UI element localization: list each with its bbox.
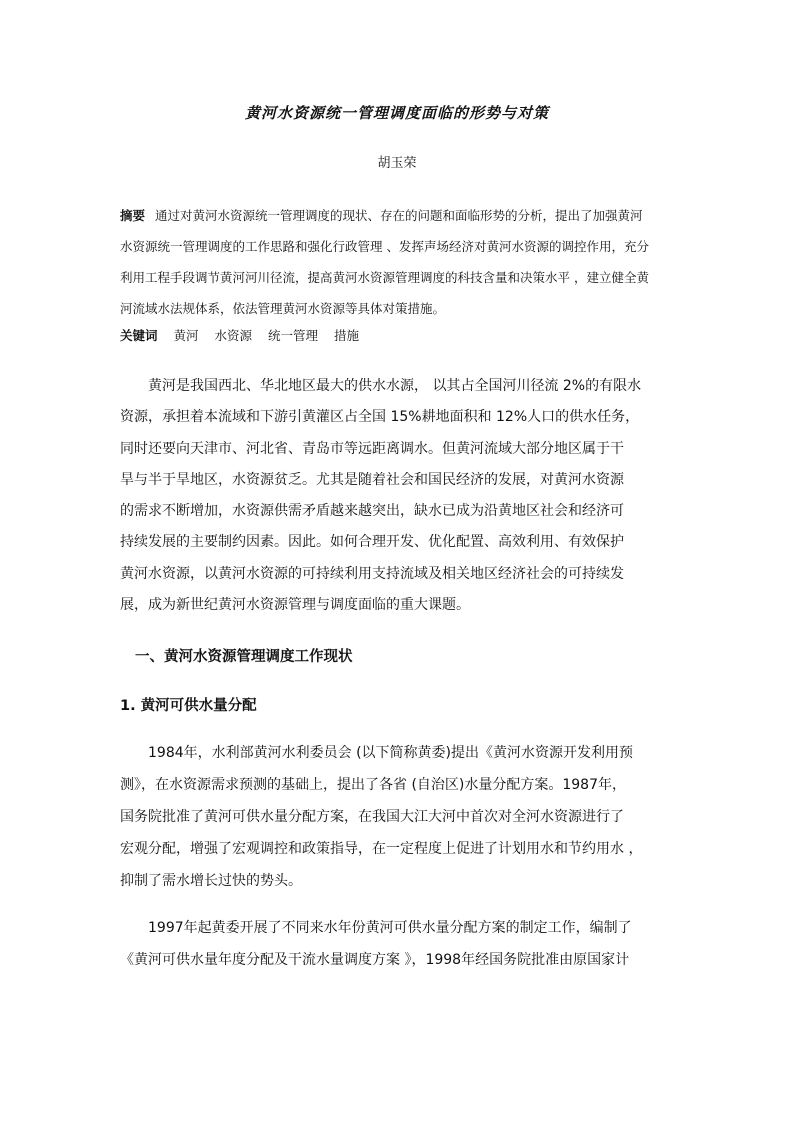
subsection-heading: 1. 黄河可供水量分配 — [120, 698, 257, 714]
abstract — [120, 200, 680, 324]
abstract-line: 河流域水法规体系，依法管理黄河水资源等具体对策措施。 — [120, 301, 446, 316]
paragraph-line: 测》，在水资源需求预测的基础上，提出了各省 (自治区)水量分配方案。1987年， — [120, 777, 627, 793]
paragraph-line: 持续发展的主要制约因素。因此。如何合理开发、优化配置、高效利用、有效保护 — [120, 534, 624, 551]
paragraph-line: 国务院批准了黄河可供水量分配方案，在我国大江大河中首次对全河水资源进行了 — [120, 809, 624, 825]
keyword: 措施 — [334, 328, 360, 343]
paragraph-line: 1984年，水利部黄河水利委员会 (以下简称黄委)提出《黄河水资源开发利用预 — [120, 745, 634, 761]
section-heading: 一、黄河水资源管理调度工作现状 — [135, 649, 353, 665]
keywords — [120, 326, 371, 344]
paragraph-line: 黄河是我国西北、华北地区最大的供水水源， 以其占全国河川径流 2%的有限水 — [120, 378, 642, 394]
paragraph-line: 抑制了需水增长过快的势头。 — [120, 873, 302, 889]
keywords-label: 关键词 — [120, 328, 158, 343]
paragraph-line: 1997年起黄委开展了不同来水年份黄河可供水量分配方案的制定工作，编制了 — [120, 920, 632, 936]
paragraph-line: 黄河水资源，以黄河水资源的可持续利用支持流域及相关地区经济社会的可持续发 — [120, 565, 624, 582]
abstract-line — [120, 200, 680, 231]
body-paragraph — [120, 737, 680, 897]
keyword: 统一管理 — [268, 328, 319, 343]
paragraph-line: 同时还要向天津市、河北省、青岛市等远距离调水。但黄河流域大部分地区属于干 — [120, 440, 624, 457]
abstract-line: 水资源统一管理调度的工作思路和强化行政管理 、发挥声场经济对黄河水资源的调控作用，充分 — [120, 239, 649, 254]
abstract-label: 摘要 — [120, 208, 146, 223]
intro-paragraph — [120, 371, 680, 621]
abstract-line: 利用工程手段调节黄河河川径流，提高黄河水资源管理调度的科技含量和决策水平 ，建立健全黄 — [120, 270, 649, 285]
paragraph-line: 宏观分配，增强了宏观调控和政策指导，在一定程度上促进了计划用水和节约用水 ， — [120, 841, 643, 857]
author-name: 胡玉荣 — [377, 156, 417, 171]
paragraph-line: 的需求不断增加，水资源供需矛盾越来越突出，缺水已成为沿黄地区社会和经济可 — [120, 503, 624, 520]
paragraph-line: 展，成为新世纪黄河水资源管理与调度面临的重大课题。 — [120, 597, 470, 614]
paragraph-line: 《黄河可供水量年度分配及干流水量调度方案 》，1998年经国务院批准由原国家计 — [120, 952, 630, 968]
abstract-text: 通过对黄河水资源统一管理调度的现状、存在的问题和面临形势的分析，提出了加强黄河 — [155, 208, 643, 223]
body-paragraph — [120, 912, 680, 976]
document-title: 黄河水资源统一管理调度面临的形势与对策 — [244, 104, 549, 122]
keyword: 水资源 — [214, 328, 253, 343]
keyword: 黄河 — [173, 328, 199, 343]
paragraph-line: 旱与半于旱地区，水资源贫乏。尤其是随着社会和国民经济的发展，对黄河水资源 — [120, 471, 624, 488]
paragraph-line: 资源，承担着本流域和下游引黄灌区占全国 15%耕地面积和 12%人口的供水任务， — [120, 409, 640, 426]
